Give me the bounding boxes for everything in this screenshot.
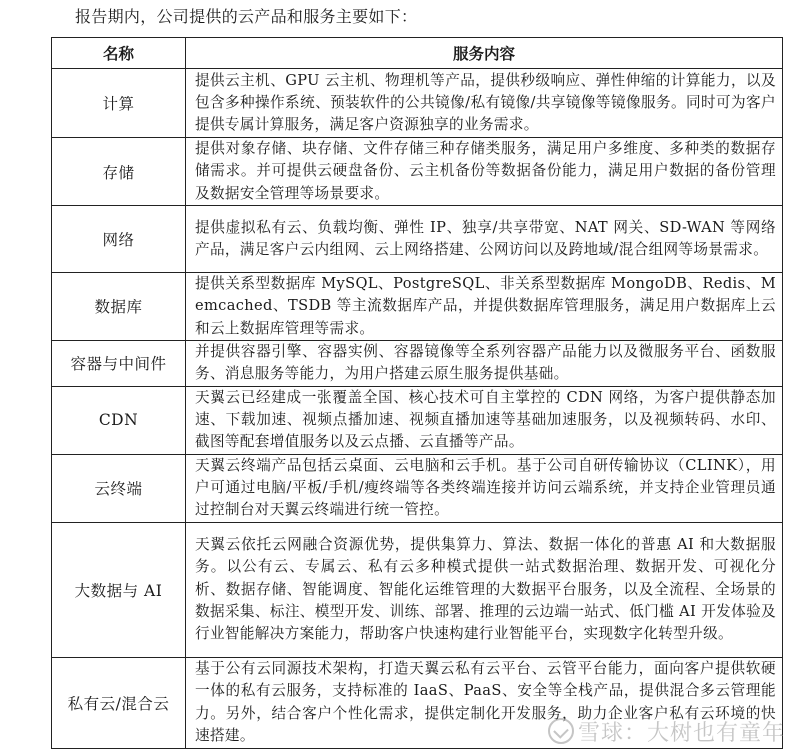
table-row	[52, 657, 783, 748]
row-name: 计算	[52, 69, 186, 138]
row-content: 天翼云已经建成一张覆盖全国、核心技术可自主掌控的 CDN 网络，为客户提供静态加速、下载加速、视频点播加速、视频直播加速等基础加速服务，以及视频转码、水印、截图等配套增值服务以及云点播、云直播等产品。	[186, 386, 783, 454]
table-header-row	[52, 38, 783, 69]
row-content: 提供关系型数据库 MySQL、PostgreSQL、非关系型数据库 MongoDB、Redis、Memcached、TSDB 等主流数据库产品，并提供数据库管理服务，满足用户数据库上云和云上数据库管理等需求。	[186, 273, 783, 341]
table-row	[52, 206, 783, 273]
row-name: 云终端	[52, 454, 186, 522]
row-content: 天翼云终端产品包括云桌面、云电脑和云手机。基于公司自研传输协议（CLINK），用户可通过电脑/平板/手机/瘦终端等各类终端连接并访问云端系统，并支持企业管理员通过控制台对天翼云终端进行统一管控。	[186, 454, 783, 522]
row-name: 私有云/混合云	[52, 657, 186, 748]
row-content: 并提供容器引擎、容器实例、容器镜像等全系列容器产品能力以及微服务平台、函数服务、消息服务等能力，为用户搭建云原生服务提供基础。	[186, 340, 783, 386]
row-content: 提供虚拟私有云、负载均衡、弹性 IP、独享/共享带宽、NAT 网关、SD-WAN 等网络产品，满足客户云内组网、云上网络搭建、公网访问以及跨地域/混合组网等场景需求。	[186, 206, 783, 273]
row-name: 网络	[52, 206, 186, 273]
row-name: 数据库	[52, 273, 186, 341]
row-name: 容器与中间件	[52, 340, 186, 386]
table-row	[52, 273, 783, 341]
row-content: 提供云主机、GPU 云主机、物理机等产品，提供秒级响应、弹性伸缩的计算能力，以及包含多种操作系统、预装软件的公共镜像/私有镜像/共享镜像等镜像服务。同时可为客户提供专属计算服务，满足客户资源独享的业务需求。	[186, 69, 783, 138]
watermark-text: 雪球：大树也有童年	[578, 721, 786, 746]
table-row	[52, 454, 783, 522]
row-content: 天翼云依托云网融合资源优势，提供集算力、算法、数据一体化的普惠 AI 和大数据服务。以公有云、专属云、私有云多种模式提供一站式数据治理、数据开发、可视化分析、数据存储、智能调度、智能化运维管理的大数据平台服务，以及全流程、全场景的数据采集、标注、模型开发、训练、部署、推理的云边端一站式、低门槛 AI 开发体验及行业智能解决方案能力，帮助客户快速构建行业智能平台，实现数字化转型升级。	[186, 522, 783, 657]
header-content: 服务内容	[186, 38, 783, 69]
cloud-services-table	[51, 37, 786, 749]
table-row	[52, 340, 783, 386]
row-content: 提供对象存储、块存储、文件存储三种存储类服务，满足用户多维度、多种类的数据存储需求。并可提供云硬盘备份、云主机备份等数据备份能力，满足用户数据的备份管理及数据安全管理等场景要求。	[186, 138, 783, 206]
row-name: CDN	[52, 386, 186, 454]
header-name: 名称	[52, 38, 186, 69]
row-name: 大数据与 AI	[52, 522, 186, 657]
row-name: 存储	[52, 138, 186, 206]
row-content: 基于公有云同源技术架构，打造天翼云私有云平台、云管平台能力，面向客户提供软硬一体的私有云服务，支持标准的 IaaS、PaaS、安全等全栈产品，提供混合多云管理能力。另外，结合客户个性化需求，提供定制化开发服务，助力企业客户私有云环境的快速搭建。	[186, 657, 783, 748]
table-row	[52, 386, 783, 454]
table-row	[52, 522, 783, 657]
intro-paragraph: 报告期内，公司提供的云产品和服务主要如下：	[75, 7, 418, 26]
table-row	[52, 138, 783, 206]
table-row	[52, 69, 783, 138]
